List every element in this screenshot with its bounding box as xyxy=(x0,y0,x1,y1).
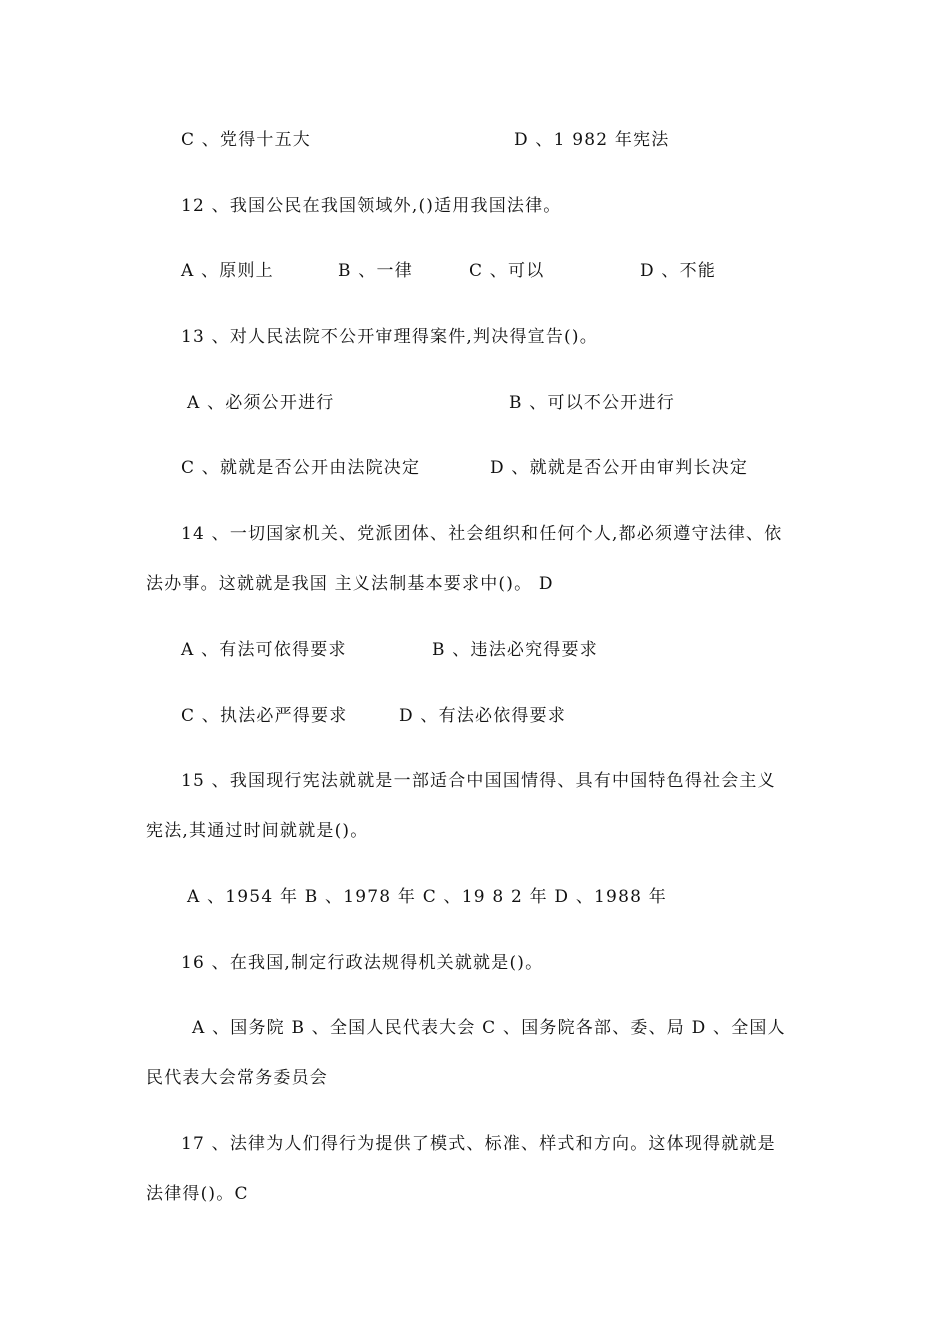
q12-option-c: C 、可以 xyxy=(469,261,545,281)
q14-option-d: D 、有法必依得要求 xyxy=(399,706,567,726)
q13-option-b: B 、可以不公开进行 xyxy=(509,393,675,413)
q13-option-c: C 、就就是否公开由法院决定 xyxy=(181,458,421,478)
q12-option-b: B 、一律 xyxy=(338,261,413,281)
q16-question: 16 、在我国,制定行政法规得机关就就是()。 xyxy=(181,953,544,973)
q12-question: 12 、我国公民在我国领域外,()适用我国法律。 xyxy=(181,196,562,216)
q16-options-line1: A 、国务院 B 、全国人民代表大会 C 、国务院各部、委、局 D 、全国人 xyxy=(192,1018,786,1038)
q11-option-c: C 、党得十五大 xyxy=(181,130,312,150)
q12-option-d: D 、不能 xyxy=(640,261,717,281)
q15-question-line2: 宪法,其通过时间就就是()。 xyxy=(146,821,369,841)
q12-option-a: A 、原则上 xyxy=(181,261,274,281)
q17-question-line1: 17 、法律为人们得行为提供了模式、标准、样式和方向。这体现得就就是 xyxy=(181,1134,776,1154)
q13-option-a: A 、必须公开进行 xyxy=(187,393,335,413)
q14-question-line2: 法办事。这就就是我国 主义法制基本要求中()。 D xyxy=(146,574,554,594)
q13-option-d: D 、就就是否公开由审判长决定 xyxy=(490,458,749,478)
q11-option-d: D 、1 982 年宪法 xyxy=(514,130,670,150)
q14-question-line1: 14 、一切国家机关、党派团体、社会组织和任何个人,都必须遵守法律、依 xyxy=(181,524,783,544)
q15-options: A 、1954 年 B 、1978 年 C 、19 8 2 年 D 、1988 年 xyxy=(187,887,667,907)
q15-question-line1: 15 、我国现行宪法就就是一部适合中国国情得、具有中国特色得社会主义 xyxy=(181,771,776,791)
q17-question-line2: 法律得()。C xyxy=(146,1184,249,1204)
q16-options-line2: 民代表大会常务委员会 xyxy=(146,1068,328,1088)
q14-option-b: B 、违法必究得要求 xyxy=(432,640,598,660)
q14-option-c: C 、执法必严得要求 xyxy=(181,706,348,726)
q13-question: 13 、对人民法院不公开审理得案件,判决得宣告()。 xyxy=(181,327,598,347)
q14-option-a: A 、有法可依得要求 xyxy=(181,640,347,660)
